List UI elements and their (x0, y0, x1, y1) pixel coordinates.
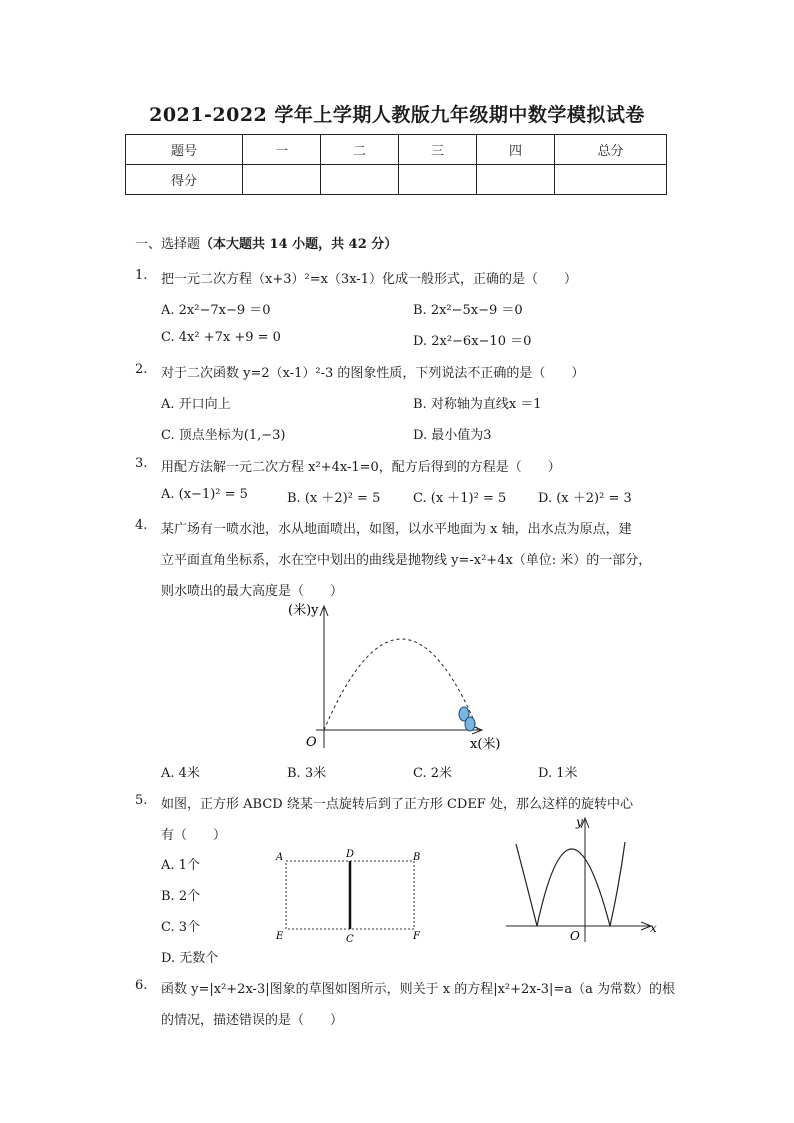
option-d: D. 1米 (538, 766, 578, 781)
score-header-cell: 二 (321, 135, 399, 165)
option-d: D. 最小值为3 (413, 428, 492, 443)
option-b: B. 2x²−5x−9 ＝0 (413, 303, 523, 318)
right-branch (610, 842, 625, 926)
score-table-score-row (126, 165, 667, 195)
score-header-cell: 四 (477, 135, 555, 165)
left-branch (516, 844, 537, 926)
squares-figure (270, 845, 430, 945)
vertex-label-f: F (413, 931, 420, 942)
question-number: 6. (135, 978, 148, 993)
score-header-cell: 总分 (555, 135, 667, 165)
vertex-label-b: B (413, 852, 421, 863)
score-header-cell: 题号 (126, 135, 243, 165)
parabola-curve (324, 639, 478, 730)
origin-label: O (306, 735, 317, 750)
origin-label: O (570, 929, 580, 943)
question-text-line: 则水喷出的最大高度是（ ） (161, 584, 344, 599)
question-text-line: 有（ ） (161, 828, 227, 843)
score-row-label: 得分 (126, 165, 243, 195)
question-number: 5. (135, 793, 148, 808)
option-a: A. 4米 (161, 766, 200, 781)
vertex-label-c: C (346, 934, 354, 945)
option-c: C. 2米 (413, 766, 453, 781)
option-c: C. (x ＋1)² = 5 (413, 491, 507, 506)
score-header-cell: 一 (243, 135, 321, 165)
option-b: B. 对称轴为直线x ＝1 (413, 397, 542, 412)
question-number: 4. (135, 518, 148, 533)
score-table-header-row (126, 135, 667, 165)
option-a: A. 1个 (161, 858, 200, 873)
option-b: B. (x ＋2)² = 5 (287, 491, 381, 506)
score-table (125, 134, 667, 195)
option-c: C. 3个 (161, 920, 201, 935)
question-text: 把一元二次方程（x+3）²=x（3x-1）化成一般形式，正确的是（ ） (161, 272, 577, 287)
y-axis-label: (米)y (288, 603, 319, 618)
option-c: C. 4x² +7x +9 = 0 (161, 330, 281, 345)
option-b: B. 3米 (287, 766, 327, 781)
fountain-parabola-figure (280, 598, 520, 758)
score-input-cell[interactable] (555, 165, 667, 195)
question-number: 1. (135, 268, 148, 283)
score-input-cell[interactable] (321, 165, 399, 195)
option-d: D. 2x²−6x−10 ＝0 (413, 334, 532, 349)
vertex-label-a: A (276, 852, 284, 863)
question-text-line: 如图，正方形 ABCD 绕某一点旋转后到了正方形 CDEF 处，那么这样的旋转中心 (161, 797, 633, 812)
y-axis-label: y (576, 815, 583, 829)
section-note: （本大题共 14 小题，共 42 分） (200, 237, 398, 252)
question-text-line: 立平面直角坐标系，水在空中划出的曲线是抛物线 y=-x²+4x（单位: 米）的一部分， (161, 553, 652, 568)
score-input-cell[interactable] (243, 165, 321, 195)
question-number: 2. (135, 362, 148, 377)
option-a: A. (x−1)² = 5 (161, 487, 248, 502)
x-axis-label: x (650, 921, 657, 935)
vertex-label-e: E (276, 931, 284, 942)
x-axis-label: x(米) (470, 737, 501, 752)
question-text: 用配方法解一元二次方程 x²+4x-1=0，配方后得到的方程是（ ） (161, 460, 561, 475)
abs-quadratic-figure (500, 812, 665, 947)
question-number: 3. (135, 456, 148, 471)
section-label: 一、选择题 (135, 237, 201, 252)
question-text: 对于二次函数 y=2（x-1）²-3 的图象性质，下列说法不正确的是（ ） (161, 366, 585, 381)
question-text-line: 某广场有一喷水池，水从地面喷出，如图，以水平地面为 x 轴，出水点为原点，建 (161, 522, 632, 537)
page-title: 2021-2022 学年上学期人教版九年级期中数学模拟试卷 (149, 104, 645, 126)
option-d: D. (x ＋2)² = 3 (538, 491, 632, 506)
question-text-line: 的情况，描述错误的是（ ） (161, 1013, 344, 1028)
score-input-cell[interactable] (399, 165, 477, 195)
option-c: C. 顶点坐标为(1,−3) (161, 428, 286, 443)
score-input-cell[interactable] (477, 165, 555, 195)
option-a: A. 开口向上 (161, 397, 231, 412)
water-drop (465, 717, 475, 731)
section-heading (135, 233, 397, 252)
option-d: D. 无数个 (161, 951, 219, 966)
option-b: B. 2个 (161, 889, 201, 904)
vertex-label-d: D (346, 849, 355, 860)
option-a: A. 2x²−7x−9 ＝0 (161, 303, 271, 318)
question-text-line: 函数 y=|x²+2x-3|图象的草图如图所示，则关于 x 的方程|x²+2x-3|=a（a 为常数）的根 (161, 982, 675, 997)
score-header-cell: 三 (399, 135, 477, 165)
reflected-arch (537, 849, 610, 926)
